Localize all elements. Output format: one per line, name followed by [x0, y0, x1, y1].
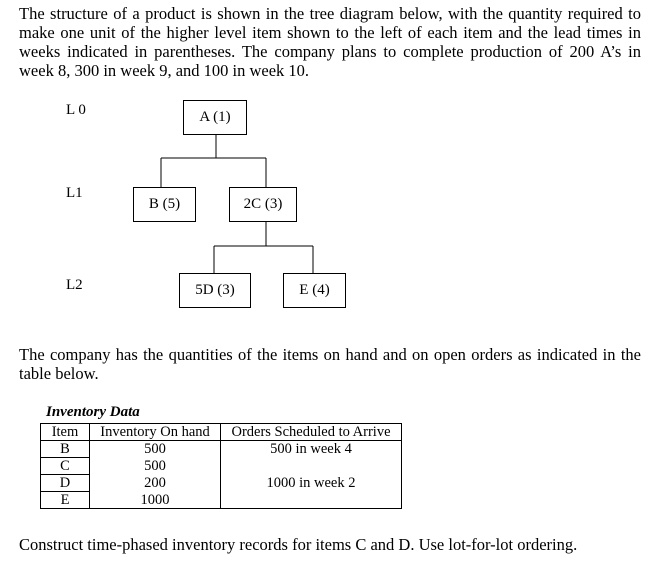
inventory-table [40, 423, 402, 509]
cell-scheduled: 1000 in week 2 [221, 475, 402, 492]
node-a: A (1) [183, 100, 247, 135]
cell-item: E [41, 492, 90, 509]
header-scheduled: Orders Scheduled to Arrive [221, 424, 402, 441]
table-header-row [41, 424, 402, 441]
cell-on-hand: 1000 [90, 492, 221, 509]
cell-scheduled [221, 458, 402, 475]
table-row [41, 492, 402, 509]
header-item: Item [41, 424, 90, 441]
cell-item: C [41, 458, 90, 475]
table-row [41, 441, 402, 458]
cell-on-hand: 200 [90, 475, 221, 492]
inventory-intro: The company has the quantities of the items on hand and on open orders as indicated in the table below. [19, 345, 641, 383]
node-e: E (4) [283, 273, 346, 308]
cell-on-hand: 500 [90, 441, 221, 458]
level-label-0: L 0 [66, 102, 86, 118]
level-label-2: L2 [66, 277, 83, 293]
node-d: 5D (3) [179, 273, 251, 308]
inventory-title: Inventory Data [46, 404, 140, 420]
cell-scheduled: 500 in week 4 [221, 441, 402, 458]
table-row [41, 458, 402, 475]
level-label-1: L1 [66, 185, 83, 201]
cell-item: D [41, 475, 90, 492]
cell-item: B [41, 441, 90, 458]
cell-on-hand: 500 [90, 458, 221, 475]
node-c: 2C (3) [229, 187, 297, 222]
header-on-hand: Inventory On hand [90, 424, 221, 441]
problem-intro: The structure of a product is shown in the tree diagram below, with the quantity required to make one unit of the higher level item shown to the left of each item and the lead times in weeks indicated in parentheses. The company plans to complete production of 200 A’s in week 8, 300 in week 9, and 100 in week 10. [19, 4, 641, 80]
node-b: B (5) [133, 187, 196, 222]
cell-scheduled [221, 492, 402, 509]
table-row [41, 475, 402, 492]
task-instruction: Construct time-phased inventory records for items C and D. Use lot-for-lot ordering. [19, 535, 578, 554]
